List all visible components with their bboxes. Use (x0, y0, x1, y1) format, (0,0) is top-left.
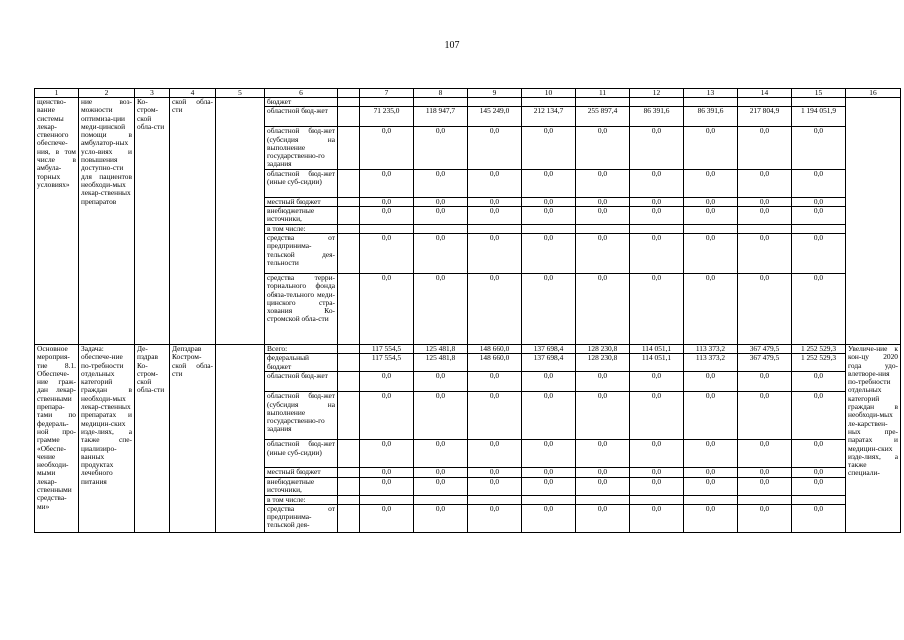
value-cell: 0,0 (414, 392, 468, 440)
column-header: 15 (792, 89, 846, 98)
value-cell: 0,0 (468, 197, 522, 206)
value-cell (576, 224, 630, 233)
value-cell: 0,0 (684, 468, 738, 477)
column-header: 10 (522, 89, 576, 98)
value-cell: 0,0 (360, 504, 414, 532)
value-cell: 0,0 (684, 233, 738, 273)
spacer-cell (338, 233, 360, 273)
column-header: 1 (35, 89, 79, 98)
value-cell: 0,0 (738, 127, 792, 169)
value-cell: 0,0 (576, 169, 630, 197)
value-cell: 0,0 (522, 504, 576, 532)
value-cell: 0,0 (468, 504, 522, 532)
value-cell: 0,0 (630, 233, 684, 273)
value-cell: 0,0 (738, 440, 792, 468)
funding-source-label: областной бюд-жет (иные суб-сидии) (265, 169, 338, 197)
value-cell: 0,0 (360, 273, 414, 344)
spacer-cell (338, 169, 360, 197)
executor-cell: Ко-стром-ской обла-сти (135, 98, 170, 345)
value-cell: 0,0 (522, 477, 576, 495)
value-cell: 0,0 (360, 372, 414, 392)
value-cell: 0,0 (684, 372, 738, 392)
value-cell: 125 481,8 (414, 344, 468, 353)
value-cell (630, 98, 684, 107)
value-cell: 0,0 (360, 207, 414, 225)
funding-source-label: Всего: (265, 344, 338, 353)
funding-source-label: в том числе: (265, 224, 338, 233)
value-cell: 0,0 (360, 392, 414, 440)
value-cell: 0,0 (414, 233, 468, 273)
value-cell: 217 804,9 (738, 107, 792, 127)
value-cell: 0,0 (792, 233, 846, 273)
value-cell: 0,0 (630, 273, 684, 344)
spacer-cell (338, 197, 360, 206)
value-cell: 0,0 (684, 273, 738, 344)
value-cell: 0,0 (522, 372, 576, 392)
value-cell: 367 479,5 (738, 344, 792, 353)
column-header: 14 (738, 89, 792, 98)
value-cell (522, 495, 576, 504)
funding-source-label: областной бюд-жет (265, 107, 338, 127)
value-cell: 0,0 (792, 372, 846, 392)
spacer-cell (338, 392, 360, 440)
funding-source-label: средства от предпринима-тельской дея-тельности (265, 233, 338, 273)
table-row (35, 98, 901, 107)
value-cell: 0,0 (792, 169, 846, 197)
value-cell: 0,0 (792, 468, 846, 477)
result-cell (846, 98, 901, 345)
funding-source-label: областной бюд-жет (иные суб-сидии) (265, 440, 338, 468)
value-cell: 0,0 (630, 127, 684, 169)
value-cell (360, 98, 414, 107)
funding-source-label: областной бюд-жет (субсидия на выполнение государственно-го задания (265, 392, 338, 440)
column-header: 5 (216, 89, 265, 98)
value-cell: 0,0 (360, 468, 414, 477)
spacer-cell (338, 344, 360, 353)
value-cell: 0,0 (630, 504, 684, 532)
spacer-cell (338, 98, 360, 107)
value-cell: 212 134,7 (522, 107, 576, 127)
value-cell (630, 495, 684, 504)
coexecutor-cell: Депздрав Костром-ской обла-сти (170, 344, 216, 532)
value-cell: 1 252 529,3 (792, 344, 846, 353)
value-cell: 113 373,2 (684, 344, 738, 353)
value-cell: 0,0 (792, 273, 846, 344)
value-cell: 0,0 (522, 127, 576, 169)
task-cell: ние воз-можности оптимиза-ции меди-цинской помощи в амбулатор-ных усло-виях и повышения доступно-сти для пациентов необходи-мых лекар-ственных препаратов (79, 98, 135, 345)
value-cell: 0,0 (468, 127, 522, 169)
value-cell (792, 224, 846, 233)
value-cell: 0,0 (738, 504, 792, 532)
value-cell: 0,0 (468, 169, 522, 197)
value-cell: 0,0 (468, 372, 522, 392)
value-cell: 0,0 (522, 233, 576, 273)
value-cell: 0,0 (738, 477, 792, 495)
value-cell: 0,0 (360, 169, 414, 197)
header-row (35, 89, 901, 98)
value-cell: 0,0 (522, 468, 576, 477)
value-cell: 0,0 (738, 273, 792, 344)
spacer-cell (338, 477, 360, 495)
value-cell: 137 698,4 (522, 344, 576, 353)
value-cell: 0,0 (360, 127, 414, 169)
value-cell: 0,0 (684, 477, 738, 495)
value-cell (738, 495, 792, 504)
table-row (35, 344, 901, 353)
funding-source-label: областной бюд-жет (субсидия на выполнение государственно-го задания (265, 127, 338, 169)
value-cell: 0,0 (414, 440, 468, 468)
value-cell: 0,0 (414, 372, 468, 392)
spacer-cell (338, 440, 360, 468)
value-cell (738, 224, 792, 233)
value-cell: 0,0 (684, 197, 738, 206)
executor-cell: Де-пздрав Ко-стром-ской обла-сти (135, 344, 170, 532)
value-cell: 0,0 (684, 440, 738, 468)
funding-source-label: областной бюд-жет (265, 372, 338, 392)
value-cell: 0,0 (576, 440, 630, 468)
spacer-cell (338, 504, 360, 532)
value-cell: 0,0 (468, 468, 522, 477)
value-cell (414, 495, 468, 504)
value-cell (792, 495, 846, 504)
value-cell: 0,0 (576, 273, 630, 344)
value-cell: 255 897,4 (576, 107, 630, 127)
value-cell: 0,0 (576, 197, 630, 206)
column-header (338, 89, 360, 98)
value-cell: 0,0 (738, 233, 792, 273)
spacer-cell (338, 207, 360, 225)
funding-source-label: бюджет (265, 98, 338, 107)
spacer-cell (338, 107, 360, 127)
value-cell: 0,0 (792, 127, 846, 169)
value-cell: 71 235,0 (360, 107, 414, 127)
value-cell: 0,0 (576, 504, 630, 532)
empty-cell (216, 344, 265, 532)
value-cell: 0,0 (792, 477, 846, 495)
value-cell: 0,0 (630, 207, 684, 225)
value-cell: 0,0 (738, 392, 792, 440)
value-cell (414, 98, 468, 107)
spacer-cell (338, 127, 360, 169)
value-cell (630, 224, 684, 233)
value-cell: 0,0 (522, 207, 576, 225)
value-cell (684, 495, 738, 504)
value-cell: 0,0 (738, 468, 792, 477)
value-cell: 0,0 (792, 504, 846, 532)
value-cell: 0,0 (738, 372, 792, 392)
funding-source-label: местный бюджет (265, 468, 338, 477)
coexecutor-cell: ской обла-сти (170, 98, 216, 345)
value-cell (414, 224, 468, 233)
value-cell: 0,0 (414, 127, 468, 169)
value-cell (684, 224, 738, 233)
program-name-cell: щенство-вание системы лекар-ственного обеспече-ния, в том числе в амбула-торных условиях» (35, 98, 79, 345)
value-cell: 0,0 (468, 392, 522, 440)
value-cell: 86 391,6 (684, 107, 738, 127)
column-header: 16 (846, 89, 901, 98)
budget-table (34, 88, 901, 533)
spacer-cell (338, 224, 360, 233)
column-header: 7 (360, 89, 414, 98)
value-cell (468, 495, 522, 504)
value-cell (738, 98, 792, 107)
value-cell: 0,0 (684, 392, 738, 440)
spacer-cell (338, 495, 360, 504)
value-cell: 0,0 (792, 207, 846, 225)
value-cell: 0,0 (360, 233, 414, 273)
value-cell: 118 947,7 (414, 107, 468, 127)
value-cell: 0,0 (576, 372, 630, 392)
funding-source-label: средства терри-ториального фонда обяза-тельного меди-цинского стра-хования Ко-стромской обла-сти (265, 273, 338, 344)
value-cell (360, 495, 414, 504)
value-cell: 0,0 (468, 273, 522, 344)
value-cell: 0,0 (522, 440, 576, 468)
value-cell: 0,0 (738, 207, 792, 225)
value-cell: 0,0 (414, 207, 468, 225)
value-cell: 0,0 (630, 372, 684, 392)
value-cell: 0,0 (630, 392, 684, 440)
value-cell (468, 224, 522, 233)
value-cell (468, 98, 522, 107)
value-cell: 0,0 (576, 207, 630, 225)
value-cell: 0,0 (576, 477, 630, 495)
spacer-cell (338, 372, 360, 392)
column-header: 11 (576, 89, 630, 98)
value-cell: 0,0 (792, 440, 846, 468)
column-header: 9 (468, 89, 522, 98)
value-cell: 0,0 (684, 504, 738, 532)
value-cell: 0,0 (468, 233, 522, 273)
value-cell: 0,0 (522, 197, 576, 206)
page-number: 107 (444, 40, 460, 51)
value-cell: 0,0 (468, 207, 522, 225)
value-cell: 0,0 (684, 207, 738, 225)
value-cell: 145 249,0 (468, 107, 522, 127)
value-cell: 113 373,2 (684, 354, 738, 372)
value-cell: 128 230,8 (576, 354, 630, 372)
value-cell (522, 224, 576, 233)
value-cell: 148 660,0 (468, 354, 522, 372)
value-cell: 137 698,4 (522, 354, 576, 372)
value-cell: 0,0 (414, 273, 468, 344)
funding-source-label: федеральный бюджет (265, 354, 338, 372)
column-header: 4 (170, 89, 216, 98)
funding-source-label: внебюджетные источники, (265, 207, 338, 225)
spacer-cell (338, 273, 360, 344)
value-cell: 367 479,5 (738, 354, 792, 372)
spacer-cell (338, 468, 360, 477)
value-cell: 0,0 (576, 468, 630, 477)
column-header: 13 (684, 89, 738, 98)
value-cell: 0,0 (792, 392, 846, 440)
value-cell: 0,0 (360, 477, 414, 495)
value-cell: 0,0 (414, 197, 468, 206)
column-header: 6 (265, 89, 338, 98)
column-header: 2 (79, 89, 135, 98)
value-cell: 0,0 (414, 468, 468, 477)
value-cell: 0,0 (522, 169, 576, 197)
value-cell: 0,0 (684, 169, 738, 197)
value-cell: 1 194 051,9 (792, 107, 846, 127)
value-cell (360, 224, 414, 233)
value-cell: 0,0 (792, 197, 846, 206)
funding-source-label: местный бюджет (265, 197, 338, 206)
value-cell: 0,0 (684, 127, 738, 169)
program-name-cell: Основное мероприя-тие 8.1. Обеспече-ние граж-дан лекар-ственными препара-тами по федераль-ной про-грамме «Обеспе-чение необходи-мыми лекар-ственными средства-ми» (35, 344, 79, 532)
value-cell: 148 660,0 (468, 344, 522, 353)
value-cell: 0,0 (630, 169, 684, 197)
value-cell: 0,0 (468, 477, 522, 495)
funding-source-label: в том числе: (265, 495, 338, 504)
value-cell (576, 98, 630, 107)
value-cell: 125 481,8 (414, 354, 468, 372)
value-cell: 0,0 (630, 468, 684, 477)
value-cell: 114 051,1 (630, 354, 684, 372)
value-cell: 1 252 529,3 (792, 354, 846, 372)
value-cell: 0,0 (630, 477, 684, 495)
value-cell (792, 98, 846, 107)
column-header: 8 (414, 89, 468, 98)
value-cell (576, 495, 630, 504)
value-cell: 117 554,5 (360, 344, 414, 353)
value-cell: 0,0 (414, 477, 468, 495)
value-cell: 0,0 (630, 440, 684, 468)
value-cell: 0,0 (738, 197, 792, 206)
value-cell: 0,0 (576, 233, 630, 273)
column-header: 12 (630, 89, 684, 98)
value-cell: 0,0 (522, 273, 576, 344)
column-header: 3 (135, 89, 170, 98)
task-cell: Задача: обеспече-ние по-требности отдельных категорий граждан в необходи-мых лекар-ственных препаратах и медицин-ских изде-лиях, а также спе-циализиро-ванных продуктах лечебного питания (79, 344, 135, 532)
value-cell: 114 051,1 (630, 344, 684, 353)
value-cell: 0,0 (360, 197, 414, 206)
funding-source-label: средства от предпринима-тельской дея- (265, 504, 338, 532)
empty-cell (216, 98, 265, 345)
value-cell: 0,0 (738, 169, 792, 197)
result-cell: Увеличе-ние к кон-цу 2020 года удо-влетворе-ния по-требности отдельных категорий граждан в необходи-мых ле-карствен-ных пре-паратах и медицин-ских изде-лиях, а также специали- (846, 344, 901, 532)
value-cell (684, 98, 738, 107)
funding-source-label: внебюджетные источники, (265, 477, 338, 495)
value-cell: 0,0 (522, 392, 576, 440)
value-cell: 0,0 (360, 440, 414, 468)
value-cell (522, 98, 576, 107)
value-cell: 0,0 (468, 440, 522, 468)
value-cell: 0,0 (630, 197, 684, 206)
value-cell: 0,0 (576, 127, 630, 169)
value-cell: 117 554,5 (360, 354, 414, 372)
spacer-cell (338, 354, 360, 372)
value-cell: 86 391,6 (630, 107, 684, 127)
value-cell: 0,0 (414, 504, 468, 532)
value-cell: 0,0 (576, 392, 630, 440)
value-cell: 0,0 (414, 169, 468, 197)
value-cell: 128 230,8 (576, 344, 630, 353)
